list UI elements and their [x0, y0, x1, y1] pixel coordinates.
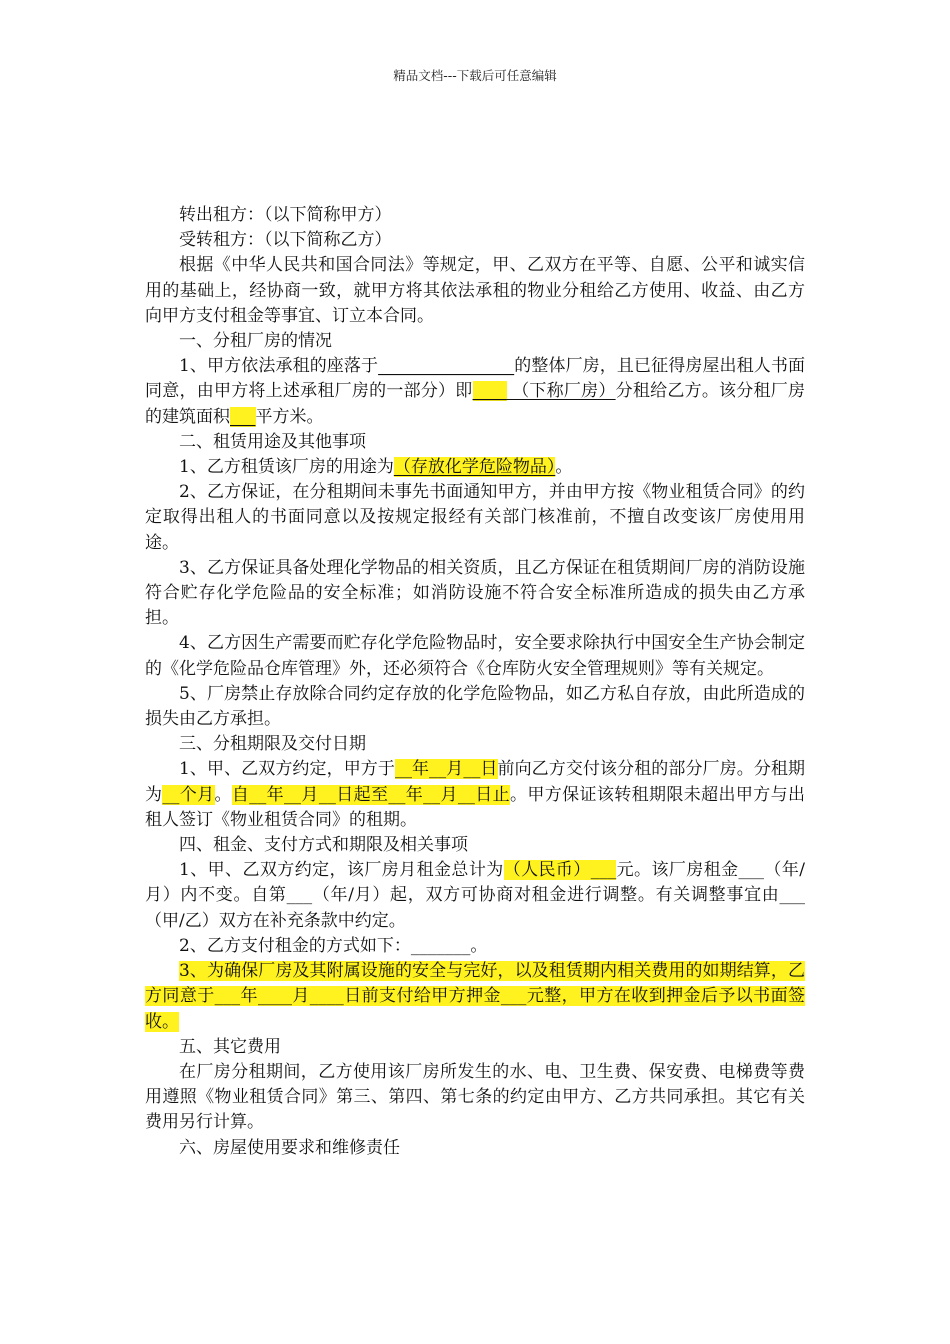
- paragraph: [145, 455, 805, 480]
- text-run: 4、乙方因生产需要而贮存化学危险物品时，安全要求除执行中国安全生产协会制定的《化学危险品仓库管理》外，还必须符合《仓库防火安全管理规则》等有关规定。: [145, 633, 805, 679]
- paragraph: [145, 228, 805, 253]
- text-run: 转出租方：（以下简称甲方）: [179, 205, 392, 225]
- highlighted-text: 自__年__月__日起至__年__月__日止: [231, 784, 510, 805]
- paragraph: [145, 1035, 805, 1060]
- text-run: ________________: [378, 356, 515, 377]
- text-run: 五、其它费用: [179, 1036, 281, 1057]
- paragraph: [145, 631, 805, 681]
- text-run: 1、甲、乙双方约定，甲方于: [179, 759, 395, 780]
- paragraph: [145, 757, 805, 833]
- text-run: 元。该厂房租金___（年/月）内不变。自第___（年/月）起，双方可协商对租金进行调整。有关调整事宜由___（甲/乙）双方在补充条款中约定。: [145, 860, 805, 931]
- highlighted-text: （存放化学危险物品）: [393, 457, 556, 478]
- text-run: 二、租赁用途及其他事项: [179, 431, 366, 452]
- highlighted-text: __年__月__日: [394, 759, 498, 780]
- paragraph: [145, 253, 805, 329]
- text-run: 一、分租厂房的情况: [179, 331, 332, 352]
- text-run: 3、乙方保证具备处理化学物品的相关资质，且乙方保证在租赁期间厂房的消防设施符合贮存化学危险品的安全标准；如消防设施不符合安全标准所造成的损失由乙方承担。: [145, 557, 805, 629]
- highlighted-text: ____: [472, 381, 507, 402]
- text-run: 1、甲方依法承租的座落于: [179, 356, 379, 377]
- paragraph: [145, 934, 805, 959]
- text-run: 分租给乙方。该分租厂房的建筑面积: [145, 381, 806, 427]
- paragraph: [145, 430, 805, 455]
- paragraph: [145, 354, 805, 430]
- text-run: 2、乙方支付租金的方式如下：_______。: [179, 935, 488, 956]
- paragraph: [145, 556, 805, 632]
- text-run: 。: [214, 784, 232, 805]
- text-run: 六、房屋使用要求和维修责任: [179, 1137, 400, 1158]
- text-run: 根据《中华人民共和国合同法》等规定，甲、乙双方在平等、自愿、公平和诚实信用的基础上，经协商一致，就甲方将其依法承租的物业分租给乙方使用、收益、由乙方向甲方支付租金等事宜、订立本合同。: [145, 255, 805, 326]
- text-run: 三、分租期限及交付日期: [179, 734, 366, 755]
- text-run: 平方米。: [255, 406, 324, 427]
- text-run: 的整体厂房，且已征得房屋出租人书面同意，由甲方将上述承租厂房的一部分）即: [145, 356, 805, 402]
- paragraph: [145, 1136, 805, 1161]
- text-run: 在厂房分租期间，乙方使用该厂房所发生的水、电、卫生费、保安费、电梯费等费用遵照《物业租赁合同》第三、第四、第七条的约定由甲方、乙方共同承担。其它有关费用另行计算。: [145, 1061, 805, 1133]
- text-run: 2、乙方保证，在分租期间未事先书面通知甲方，并由甲方按《物业租赁合同》的约定取得出租人的书面同意以及按规定报经有关部门核准前，不擅自改变该厂房使用用途。: [145, 482, 805, 553]
- highlighted-text: ___: [230, 406, 256, 427]
- paragraph: [145, 480, 805, 556]
- text-run: 1、乙方租赁该厂房的用途为: [179, 457, 394, 478]
- paragraph: [145, 833, 805, 858]
- paragraph: [145, 1060, 805, 1136]
- contract-body: [145, 203, 805, 1161]
- highlighted-text: 3、为确保厂房及其附属设施的安全与完好，以及租赁期内相关费用的如期结算，乙方同意于___年____月____日前支付给甲方押金___元整，甲方在收到押金后予以书面签收。: [145, 961, 805, 1032]
- paragraph: [145, 682, 805, 732]
- text-run: 前向乙方交付该分租的部分厂房。分租期为: [145, 759, 805, 805]
- text-run: 1、甲、乙双方约定，该厂房月租金总计为: [179, 860, 504, 881]
- paragraph: [145, 959, 805, 1035]
- highlighted-text: __个月: [162, 784, 215, 805]
- text-run: 5、厂房禁止存放除合同约定存放的化学危险物品，如乙方私自存放，由此所造成的损失由乙方承担。: [145, 683, 805, 730]
- paragraph: [145, 858, 805, 934]
- highlighted-text: （人民币）___: [503, 860, 617, 881]
- text-run: 。: [555, 457, 573, 478]
- page-header: 精品文档---下载后可任意编辑: [393, 68, 557, 83]
- text-run: （下称厂房）: [506, 381, 616, 402]
- text-run: 受转租方：（以下简称乙方）: [179, 230, 392, 251]
- text-run: 四、租金、支付方式和期限及相关事项: [179, 835, 468, 856]
- paragraph: [145, 732, 805, 757]
- paragraph: [145, 203, 805, 228]
- paragraph: [145, 329, 805, 354]
- text-run: 。甲方保证该转租期限未超出甲方与出租人签订《物业租赁合同》的租期。: [145, 784, 806, 830]
